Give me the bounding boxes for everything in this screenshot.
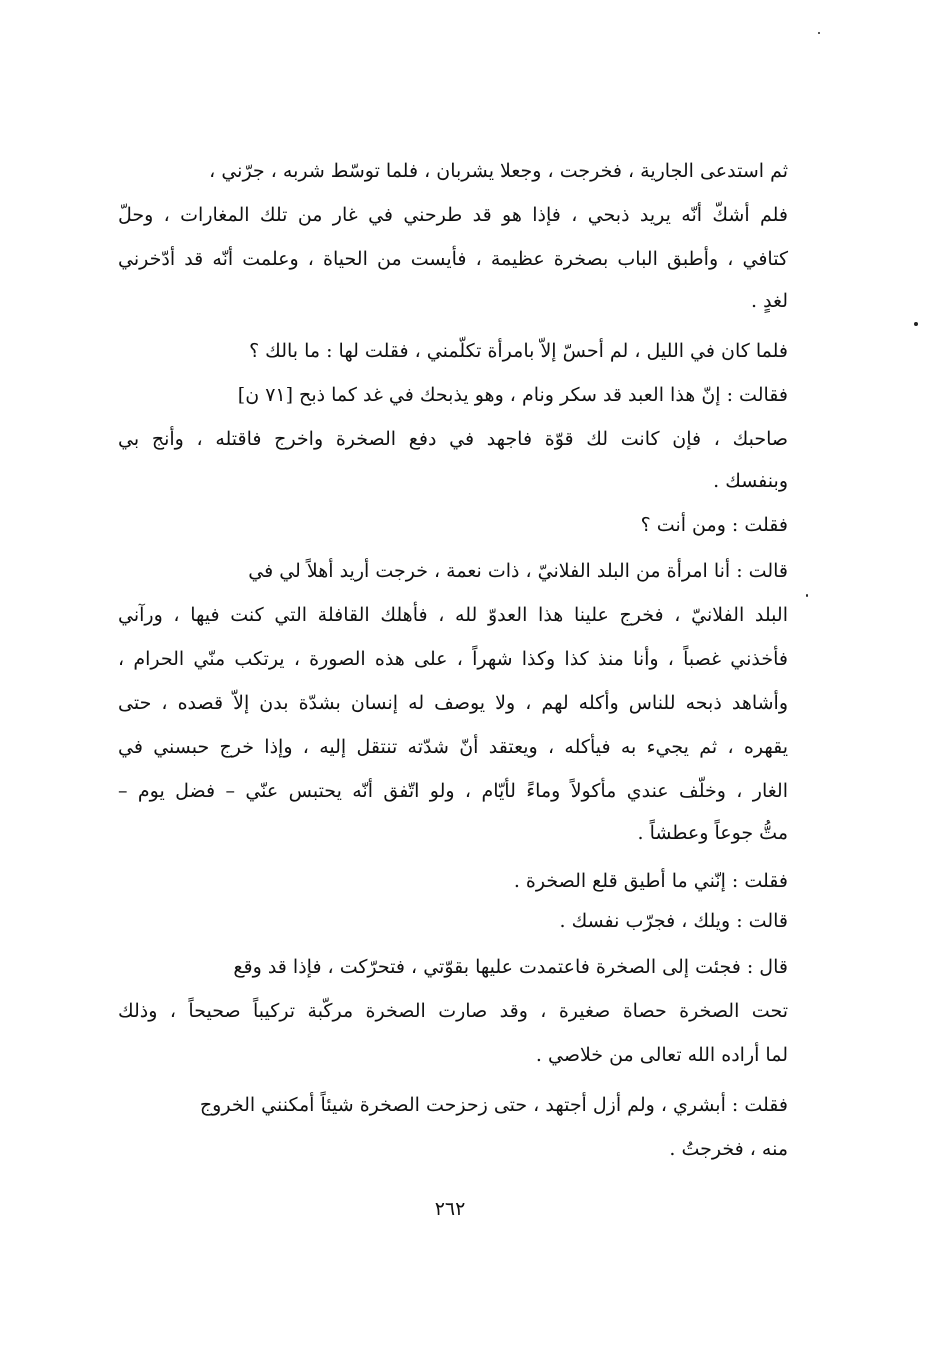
text-line: كتافي ، وأطبق الباب بصخرة عظيمة ، فأيست من الحياة ، وعلمت أنّه قد أدّخرني <box>118 248 788 270</box>
text-line: فأخذني غصباً ، وأنا منذ كذا وكذا شهراً ، على هذه الصورة ، يرتكب منّي الحرام ، <box>118 648 788 670</box>
text-line: فقلت : أبشري ، ولم أزل أجتهد ، حتى زحزحت الصخرة شيئاً أمكنني الخروج <box>199 1094 788 1116</box>
text-line: البلد الفلانيّ ، فخرج علينا هذا العدوّ لله ، فأهلك القافلة التي كنت فيها ، ورآني <box>118 604 788 626</box>
text-line: متُّ جوعاً وعطشاً . <box>637 822 788 844</box>
text-line: صاحبك ، فإن كانت لك قوّة فاجهد في دفع الصخرة واخرج فاقتله ، وأنج بي <box>118 428 788 450</box>
text-line: قال : فجئت إلى الصخرة فاعتمدت عليها بقوّتي ، فتحرّكت ، فإذا قد وقع <box>233 956 788 978</box>
text-line: قالت : أنا امرأة من البلد الفلانيّ ، ذات نعمة ، خرجت أريد أهلاً لي في <box>248 560 788 582</box>
text-line: فقلت : إنّني ما أطيق قلع الصخرة . <box>513 870 788 892</box>
text-line: الغار ، وخلّف عندي مأكولاً وماءً لأيّام ، ولو اتّفق أنّه يحتبس عنّي – فضل يوم – <box>118 780 788 802</box>
scan-speck <box>818 32 820 34</box>
text-line: فقلت : ومن أنت ؟ <box>640 514 788 536</box>
text-line: ثم استدعى الجارية ، فخرجت ، وجعلا يشربان ، فلما توسّط شربه ، جرّني ، <box>209 160 788 182</box>
text-line: يقهره ، ثم يجيء به فيأكله ، ويعتقد أنّ شدّته تنتقل إليه ، وإذا خرج حبسني في <box>118 736 788 758</box>
scan-speck <box>914 322 918 326</box>
text-line: منه ، فخرجتُ . <box>669 1138 788 1160</box>
text-line: لما أراده الله تعالى من خلاصي . <box>535 1044 788 1066</box>
text-line: تحت الصخرة حصاة صغيرة ، وقد صارت الصخرة مركّبة تركيباً صحيحاً ، وذلك <box>118 1000 788 1022</box>
text-line: وأشاهد ذبحه للناس وأكله لهم ، ولا يوصف له إنسان بشدّة بدن إلاّ قصده ، حتى <box>118 692 788 714</box>
text-line: لغدٍ . <box>750 290 788 312</box>
text-line: فلم أشكّ أنّه يريد ذبحي ، فإذا هو قد طرحني في غار من تلك المغارات ، وحلّ <box>118 204 788 226</box>
scan-speck <box>806 594 808 597</box>
text-line: وبنفسك . <box>713 470 788 492</box>
text-line: فلما كان في الليل ، لم أحسّ إلاّ بامرأة تكلّمني ، فقلت لها : ما بالك ؟ <box>249 340 788 362</box>
page-number: ٢٦٢ <box>434 1198 466 1220</box>
text-line: فقالت : إنّ هذا العبد قد سكر ونام ، وهو يذبحك في غد كما ذبح [٧١ ن] <box>237 384 788 406</box>
text-line: قالت : ويلك ، فجرّب نفسك . <box>559 910 788 932</box>
